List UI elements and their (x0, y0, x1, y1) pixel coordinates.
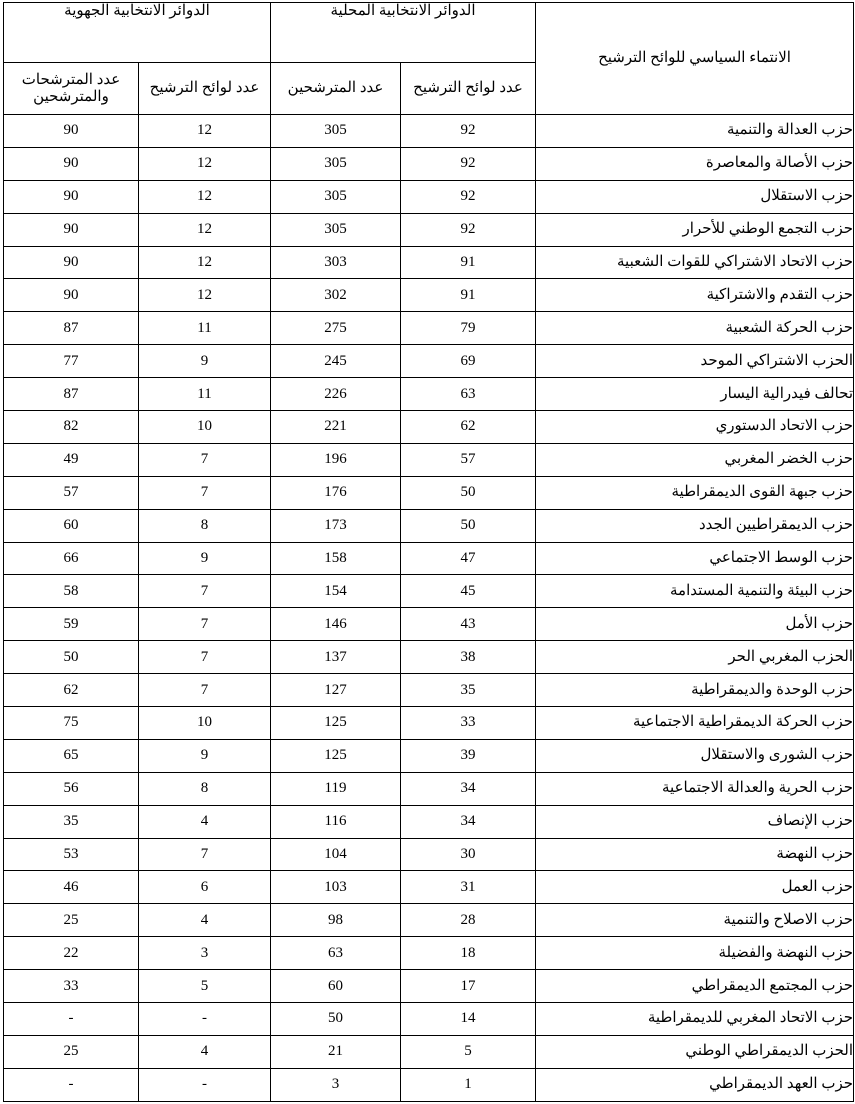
regional-candidates-cell: 90 (4, 279, 139, 312)
party-cell: حزب البيئة والتنمية المستدامة (536, 575, 854, 608)
regional-lists-cell: 5 (139, 970, 271, 1003)
regional-candidates-cell: 66 (4, 542, 139, 575)
regional-lists-cell: 9 (139, 739, 271, 772)
party-cell: حزب الحركة الشعبية (536, 312, 854, 345)
local-lists-cell: 47 (401, 542, 536, 575)
local-lists-cell: 91 (401, 246, 536, 279)
local-candidates-cell: 60 (271, 970, 401, 1003)
table-row (4, 279, 854, 312)
table-row (4, 772, 854, 805)
table-row (4, 970, 854, 1003)
local-candidates-cell: 125 (271, 739, 401, 772)
party-cell: حزب العمل (536, 871, 854, 904)
table-row (4, 312, 854, 345)
regional-lists-cell: 12 (139, 246, 271, 279)
table-row (4, 542, 854, 575)
local-lists-cell: 62 (401, 411, 536, 444)
regional-candidates-cell: 62 (4, 674, 139, 707)
local-candidates-cell: 158 (271, 542, 401, 575)
table-row (4, 246, 854, 279)
regional-lists-cell: 7 (139, 575, 271, 608)
local-lists-header: عدد لوائح الترشيح (401, 63, 536, 115)
local-candidates-cell: 21 (271, 1035, 401, 1068)
regional-lists-cell: 7 (139, 608, 271, 641)
regional-lists-cell: 8 (139, 509, 271, 542)
party-cell: حزب الخضر المغربي (536, 443, 854, 476)
regional-candidates-cell: - (4, 1003, 139, 1036)
local-lists-cell: 43 (401, 608, 536, 641)
table-row (4, 904, 854, 937)
local-lists-cell: 17 (401, 970, 536, 1003)
table-row (4, 1068, 854, 1101)
local-lists-cell: 1 (401, 1068, 536, 1101)
regional-lists-cell: 7 (139, 443, 271, 476)
local-lists-cell: 31 (401, 871, 536, 904)
table-row (4, 1035, 854, 1068)
table-row (4, 871, 854, 904)
regional-candidates-cell: 87 (4, 378, 139, 411)
table-row (4, 115, 854, 148)
local-candidates-cell: 98 (271, 904, 401, 937)
regional-lists-cell: 12 (139, 279, 271, 312)
local-lists-cell: 50 (401, 476, 536, 509)
regional-candidates-cell: 77 (4, 345, 139, 378)
party-cell: حزب النهضة (536, 838, 854, 871)
regional-lists-header: عدد لوائح الترشيح (139, 63, 271, 115)
table-row (4, 180, 854, 213)
local-lists-cell: 34 (401, 805, 536, 838)
local-candidates-cell: 125 (271, 707, 401, 740)
regional-lists-cell: 12 (139, 115, 271, 148)
local-lists-cell: 69 (401, 345, 536, 378)
regional-candidates-cell: 90 (4, 180, 139, 213)
local-candidates-cell: 104 (271, 838, 401, 871)
local-candidates-header: عدد المترشحين (271, 63, 401, 115)
table-row (4, 509, 854, 542)
regional-lists-cell: 10 (139, 411, 271, 444)
regional-lists-cell: 12 (139, 180, 271, 213)
local-lists-cell: 92 (401, 213, 536, 246)
regional-candidates-cell: 90 (4, 213, 139, 246)
table-body (4, 115, 854, 1102)
party-cell: حزب التجمع الوطني للأحرار (536, 213, 854, 246)
local-candidates-cell: 226 (271, 378, 401, 411)
regional-lists-cell: 8 (139, 772, 271, 805)
regional-candidates-cell: 35 (4, 805, 139, 838)
local-candidates-cell: 127 (271, 674, 401, 707)
regional-candidates-cell: 25 (4, 1035, 139, 1068)
regional-candidates-cell: 25 (4, 904, 139, 937)
table-row (4, 476, 854, 509)
header-row-groups (4, 3, 854, 63)
local-lists-cell: 30 (401, 838, 536, 871)
regional-lists-cell: 4 (139, 904, 271, 937)
local-lists-cell: 57 (401, 443, 536, 476)
local-candidates-cell: 3 (271, 1068, 401, 1101)
regional-lists-cell: - (139, 1003, 271, 1036)
local-lists-cell: 18 (401, 937, 536, 970)
local-candidates-cell: 245 (271, 345, 401, 378)
regional-candidates-cell: 82 (4, 411, 139, 444)
regional-candidates-cell: 46 (4, 871, 139, 904)
table-row (4, 345, 854, 378)
local-lists-cell: 39 (401, 739, 536, 772)
regional-candidates-cell: 65 (4, 739, 139, 772)
regional-lists-cell: 12 (139, 213, 271, 246)
local-candidates-cell: 305 (271, 180, 401, 213)
local-candidates-cell: 173 (271, 509, 401, 542)
local-candidates-cell: 303 (271, 246, 401, 279)
regional-candidates-cell: 50 (4, 641, 139, 674)
table-row (4, 443, 854, 476)
local-lists-cell: 50 (401, 509, 536, 542)
regional-candidates-cell: - (4, 1068, 139, 1101)
regional-candidates-cell: 57 (4, 476, 139, 509)
local-lists-cell: 92 (401, 147, 536, 180)
party-cell: حزب الاستقلال (536, 180, 854, 213)
local-candidates-cell: 146 (271, 608, 401, 641)
party-cell: حزب الاصلاح والتنمية (536, 904, 854, 937)
table-row (4, 707, 854, 740)
local-lists-cell: 35 (401, 674, 536, 707)
regional-districts-header: الدوائر الانتخابية الجهوية (4, 3, 271, 63)
local-candidates-cell: 275 (271, 312, 401, 345)
table-row (4, 1003, 854, 1036)
party-cell: حزب الوسط الاجتماعي (536, 542, 854, 575)
local-lists-cell: 91 (401, 279, 536, 312)
regional-candidates-cell: 75 (4, 707, 139, 740)
regional-lists-cell: 4 (139, 805, 271, 838)
local-lists-cell: 33 (401, 707, 536, 740)
party-cell: حزب الشورى والاستقلال (536, 739, 854, 772)
regional-lists-cell: 12 (139, 147, 271, 180)
table-row (4, 575, 854, 608)
local-lists-cell: 79 (401, 312, 536, 345)
table-row (4, 411, 854, 444)
party-cell: حزب الوحدة والديمقراطية (536, 674, 854, 707)
party-cell: حزب الاتحاد الدستوري (536, 411, 854, 444)
party-cell: حزب الأمل (536, 608, 854, 641)
local-candidates-cell: 154 (271, 575, 401, 608)
local-candidates-cell: 196 (271, 443, 401, 476)
local-candidates-cell: 119 (271, 772, 401, 805)
regional-lists-cell: 11 (139, 312, 271, 345)
table-row (4, 674, 854, 707)
regional-candidates-cell: 53 (4, 838, 139, 871)
regional-candidates-cell: 59 (4, 608, 139, 641)
local-candidates-cell: 221 (271, 411, 401, 444)
regional-lists-cell: 9 (139, 542, 271, 575)
regional-lists-cell: 7 (139, 641, 271, 674)
regional-candidates-cell: 87 (4, 312, 139, 345)
regional-candidates-cell: 58 (4, 575, 139, 608)
regional-candidates-cell: 56 (4, 772, 139, 805)
regional-lists-cell: 7 (139, 838, 271, 871)
local-lists-cell: 92 (401, 180, 536, 213)
table-row (4, 937, 854, 970)
regional-candidates-cell: 90 (4, 246, 139, 279)
party-cell: حزب النهضة والفضيلة (536, 937, 854, 970)
table-row (4, 739, 854, 772)
local-candidates-cell: 305 (271, 213, 401, 246)
table-row (4, 838, 854, 871)
local-lists-cell: 5 (401, 1035, 536, 1068)
local-candidates-cell: 116 (271, 805, 401, 838)
party-cell: حزب الحرية والعدالة الاجتماعية (536, 772, 854, 805)
regional-candidates-cell: 90 (4, 147, 139, 180)
local-lists-cell: 92 (401, 115, 536, 148)
party-cell: حزب التقدم والاشتراكية (536, 279, 854, 312)
local-candidates-cell: 103 (271, 871, 401, 904)
party-cell: حزب الأصالة والمعاصرة (536, 147, 854, 180)
regional-candidates-cell: 49 (4, 443, 139, 476)
party-cell: حزب الحركة الديمقراطية الاجتماعية (536, 707, 854, 740)
local-lists-cell: 34 (401, 772, 536, 805)
local-lists-cell: 14 (401, 1003, 536, 1036)
party-cell: حزب العدالة والتنمية (536, 115, 854, 148)
regional-lists-cell: 11 (139, 378, 271, 411)
table-row (4, 805, 854, 838)
local-districts-header: الدوائر الانتخابية المحلية (271, 3, 536, 63)
candidates-table (3, 2, 854, 1102)
local-candidates-cell: 305 (271, 115, 401, 148)
regional-candidates-header: عدد المترشحات والمترشحين (4, 63, 139, 115)
local-lists-cell: 45 (401, 575, 536, 608)
party-cell: حزب جبهة القوى الديمقراطية (536, 476, 854, 509)
local-candidates-cell: 50 (271, 1003, 401, 1036)
local-lists-cell: 38 (401, 641, 536, 674)
regional-lists-cell: 4 (139, 1035, 271, 1068)
table-row (4, 378, 854, 411)
party-cell: الحزب المغربي الحر (536, 641, 854, 674)
local-candidates-cell: 305 (271, 147, 401, 180)
party-cell: حزب العهد الديمقراطي (536, 1068, 854, 1101)
party-cell: حزب الاتحاد الاشتراكي للقوات الشعبية (536, 246, 854, 279)
local-lists-cell: 28 (401, 904, 536, 937)
table-row (4, 147, 854, 180)
local-lists-cell: 63 (401, 378, 536, 411)
regional-lists-cell: 7 (139, 674, 271, 707)
regional-lists-cell: 3 (139, 937, 271, 970)
table-row (4, 641, 854, 674)
party-cell: حزب الديمقراطيين الجدد (536, 509, 854, 542)
regional-candidates-cell: 33 (4, 970, 139, 1003)
local-candidates-cell: 176 (271, 476, 401, 509)
party-cell: حزب المجتمع الديمقراطي (536, 970, 854, 1003)
regional-candidates-cell: 60 (4, 509, 139, 542)
party-cell: الحزب الاشتراكي الموحد (536, 345, 854, 378)
table-row (4, 213, 854, 246)
party-column-header: الانتماء السياسي للوائح الترشيح (536, 3, 854, 115)
party-cell: تحالف فيدرالية اليسار (536, 378, 854, 411)
party-cell: الحزب الديمقراطي الوطني (536, 1035, 854, 1068)
regional-lists-cell: 7 (139, 476, 271, 509)
table-row (4, 608, 854, 641)
party-cell: حزب الإنصاف (536, 805, 854, 838)
regional-lists-cell: - (139, 1068, 271, 1101)
regional-lists-cell: 6 (139, 871, 271, 904)
party-cell: حزب الاتحاد المغربي للديمقراطية (536, 1003, 854, 1036)
local-candidates-cell: 302 (271, 279, 401, 312)
regional-lists-cell: 9 (139, 345, 271, 378)
regional-lists-cell: 10 (139, 707, 271, 740)
regional-candidates-cell: 22 (4, 937, 139, 970)
regional-candidates-cell: 90 (4, 115, 139, 148)
local-candidates-cell: 63 (271, 937, 401, 970)
local-candidates-cell: 137 (271, 641, 401, 674)
